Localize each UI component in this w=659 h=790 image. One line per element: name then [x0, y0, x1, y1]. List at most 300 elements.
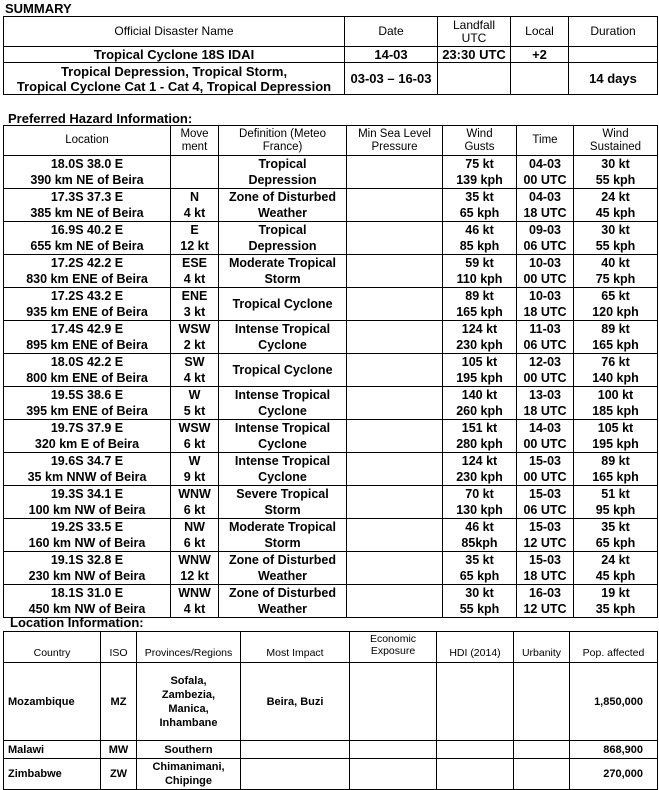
gusts-cell: [443, 156, 517, 189]
province-item: Inhambane: [159, 716, 218, 729]
location-row: [4, 663, 658, 741]
movement-cell-line: W: [188, 454, 201, 468]
hazard-row: [4, 222, 658, 255]
disaster-date: 14-03: [345, 47, 438, 63]
sustained-cell: [574, 420, 658, 453]
movement-cell: [171, 288, 219, 321]
movement-cell-line: ENE: [181, 289, 208, 303]
header-time: Time: [517, 126, 574, 156]
gusts-cell-line: 130 kph: [456, 503, 503, 517]
gusts-cell-line: 70 kt: [465, 487, 494, 501]
pressure-cell: [347, 387, 443, 420]
time-cell-line: 12 UTC: [523, 536, 567, 550]
movement-cell-line: 5 kt: [183, 404, 206, 418]
header-pressure: Min Sea Level Pressure: [347, 126, 443, 156]
time-cell-line: 18 UTC: [523, 206, 567, 220]
sustained-cell-line: 55 kph: [595, 239, 636, 253]
gusts-cell-line: 89 kt: [465, 289, 494, 303]
location-cell-line: 19.2S 33.5 E: [50, 520, 124, 534]
definition-cell-line: Tropical Cyclone: [232, 297, 333, 311]
movement-cell-line: WSW: [178, 421, 211, 435]
local-offset: +2: [511, 47, 569, 63]
movement-cell-line: WNW: [178, 553, 211, 567]
hazard-row: [4, 420, 658, 453]
location-cell-line: 17.3S 37.3 E: [50, 190, 124, 204]
hazard-row: [4, 519, 658, 552]
sustained-cell-line: 35 kt: [601, 520, 630, 534]
location-cell-line: 390 km NE of Beira: [30, 173, 144, 187]
gusts-cell-line: 260 kph: [456, 404, 503, 418]
header-most-impact: Most Impact: [241, 632, 350, 663]
duration-value: [569, 47, 658, 63]
definition-cell-line: Cyclone: [258, 338, 307, 352]
landfall-time: 23:30 UTC: [438, 47, 511, 63]
gusts-cell-line: 65 kph: [459, 206, 500, 220]
gusts-cell-line: 139 kph: [456, 173, 503, 187]
time-cell: [517, 255, 574, 288]
location-cell-line: 17.2S 43.2 E: [50, 289, 124, 303]
location-cell-line: 19.1S 32.8 E: [50, 553, 124, 567]
sustained-cell-line: 195 kph: [592, 437, 639, 451]
sustained-cell: [574, 387, 658, 420]
time-cell-line: 11-03: [529, 322, 561, 336]
sustained-cell-line: 45 kph: [595, 569, 636, 583]
header-movement: Move ment: [171, 126, 219, 156]
definition-cell: [219, 156, 347, 189]
sustained-cell: [574, 486, 658, 519]
movement-cell: [171, 519, 219, 552]
gusts-cell-line: 230 kph: [456, 338, 503, 352]
time-cell-line: 00 UTC: [523, 173, 567, 187]
location-cell-line: 160 km NW of Beira: [28, 536, 146, 550]
definition-cell-line: Weather: [257, 569, 308, 583]
header-duration: Duration: [569, 17, 658, 47]
pressure-cell: [347, 189, 443, 222]
location-cell-line: 385 km NE of Beira: [30, 206, 144, 220]
sustained-cell-line: 65 kph: [595, 536, 636, 550]
movement-cell-line: 6 kt: [183, 503, 206, 517]
time-cell: [517, 222, 574, 255]
definition-cell-line: Depression: [248, 173, 317, 187]
definition-cell: [219, 189, 347, 222]
time-cell-line: 10-03: [529, 289, 561, 303]
time-cell-line: 15-03: [529, 454, 561, 468]
location-cell: [4, 552, 171, 585]
pressure-cell: [347, 519, 443, 552]
phases-line: Tropical Cyclone Cat 1 - Cat 4, Tropical Depression: [16, 78, 332, 94]
gusts-cell: [443, 222, 517, 255]
header-hdi: HDI (2014): [437, 632, 514, 663]
movement-cell-line: WSW: [178, 322, 211, 336]
header-sustained: Wind Sustained: [574, 126, 658, 156]
sustained-cell-line: 75 kph: [595, 272, 636, 286]
location-cell-line: 450 km NW of Beira: [28, 602, 146, 616]
iso-cell: MZ: [101, 663, 137, 741]
movement-cell-line: 12 kt: [180, 569, 209, 583]
gusts-cell: [443, 189, 517, 222]
gusts-cell: [443, 552, 517, 585]
definition-cell-line: Tropical: [258, 223, 307, 237]
time-cell-line: 06 UTC: [523, 503, 567, 517]
sustained-cell: [574, 156, 658, 189]
date-range: 03-03 – 16-03: [345, 63, 438, 95]
sustained-cell-line: 24 kt: [601, 553, 630, 567]
definition-cell-line: Cyclone: [258, 437, 307, 451]
movement-cell-line: 4 kt: [183, 371, 206, 385]
country-cell: Mozambique: [4, 663, 101, 741]
time-cell-line: 18 UTC: [523, 404, 567, 418]
definition-cell-line: Storm: [264, 503, 301, 517]
disaster-name: Tropical Cyclone 18S IDAI: [4, 47, 345, 63]
movement-cell-line: 4 kt: [183, 206, 206, 220]
time-cell-line: 12 UTC: [523, 602, 567, 616]
hazard-row: [4, 552, 658, 585]
location-cell: [4, 189, 171, 222]
pressure-cell: [347, 486, 443, 519]
sustained-cell-line: 89 kt: [601, 454, 630, 468]
time-cell: [517, 354, 574, 387]
definition-cell: [219, 420, 347, 453]
location-cell-line: 17.4S 42.9 E: [50, 322, 124, 336]
gusts-cell-line: 124 kt: [461, 322, 498, 336]
time-cell: [517, 519, 574, 552]
hazard-table: [3, 125, 658, 618]
time-cell: [517, 585, 574, 618]
header-gusts: Wind Gusts: [443, 126, 517, 156]
time-cell-line: 14-03: [529, 421, 561, 435]
definition-cell: [219, 552, 347, 585]
gusts-cell-line: 75 kt: [465, 157, 494, 171]
movement-cell-line: E: [190, 223, 199, 237]
sustained-cell-line: 35 kph: [595, 602, 636, 616]
urbanity-cell: [514, 759, 570, 790]
exposure-cell: [350, 741, 437, 759]
movement-cell-line: WNW: [178, 586, 211, 600]
gusts-cell: [443, 453, 517, 486]
definition-cell-line: Moderate Tropical: [229, 520, 336, 534]
gusts-cell-line: 124 kt: [461, 454, 498, 468]
movement-cell: [171, 354, 219, 387]
movement-cell-line: 6 kt: [183, 536, 206, 550]
header-date: Date: [345, 17, 438, 47]
definition-cell-line: Intense Tropical: [234, 421, 331, 435]
time-cell: [517, 321, 574, 354]
pressure-cell: [347, 156, 443, 189]
definition-cell-line: Tropical Cyclone: [232, 363, 333, 377]
location-cell: [4, 288, 171, 321]
location-cell: [4, 321, 171, 354]
location-cell: [4, 354, 171, 387]
header-local: Local: [511, 17, 569, 47]
sustained-cell-line: 105 kt: [597, 421, 634, 435]
sustained-cell: [574, 288, 658, 321]
movement-cell: [171, 420, 219, 453]
location-table: [3, 631, 658, 790]
time-cell: [517, 420, 574, 453]
time-cell: [517, 156, 574, 189]
pressure-cell: [347, 585, 443, 618]
gusts-cell: [443, 486, 517, 519]
sustained-cell: [574, 321, 658, 354]
pressure-cell: [347, 354, 443, 387]
location-cell-line: 18.0S 38.0 E: [50, 157, 124, 171]
definition-cell-line: Cyclone: [258, 404, 307, 418]
gusts-cell: [443, 585, 517, 618]
time-cell: [517, 552, 574, 585]
movement-cell-line: N: [189, 190, 200, 204]
location-cell-line: 320 km E of Beira: [34, 437, 140, 451]
movement-cell-line: WNW: [178, 487, 211, 501]
exposure-cell: [350, 663, 437, 741]
definition-cell: [219, 288, 347, 321]
location-cell-line: 19.5S 38.6 E: [50, 388, 124, 402]
time-cell-line: 00 UTC: [523, 371, 567, 385]
location-cell-line: 230 km NW of Beira: [28, 569, 146, 583]
time-cell-line: 00 UTC: [523, 272, 567, 286]
local-empty: [511, 63, 569, 95]
movement-cell-line: 2 kt: [183, 338, 206, 352]
location-cell-line: 830 km ENE of Beira: [26, 272, 148, 286]
pressure-cell: [347, 552, 443, 585]
header-definition: Definition (Meteo France): [219, 126, 347, 156]
movement-cell-line: NW: [184, 520, 205, 534]
pop-affected-cell: 1,850,000: [570, 663, 658, 741]
definition-cell-line: Intense Tropical: [234, 388, 331, 402]
movement-cell-line: SW: [184, 355, 205, 369]
gusts-cell-line: 35 kt: [465, 190, 494, 204]
definition-cell-line: Weather: [257, 602, 308, 616]
definition-cell: [219, 255, 347, 288]
movement-cell: [171, 321, 219, 354]
definition-cell-line: Moderate Tropical: [229, 256, 336, 270]
sustained-cell-line: 45 kph: [595, 206, 636, 220]
movement-cell-line: 4 kt: [183, 602, 206, 616]
gusts-cell-line: 59 kt: [465, 256, 494, 270]
sustained-cell-line: 24 kt: [601, 190, 630, 204]
time-cell-line: 04-03: [529, 157, 561, 171]
hazard-row: [4, 255, 658, 288]
phases-line: Tropical Depression, Tropical Storm,: [60, 63, 288, 79]
definition-cell-line: Storm: [264, 536, 301, 550]
time-cell: [517, 288, 574, 321]
definition-cell-line: Severe Tropical: [236, 487, 329, 501]
definition-cell: [219, 387, 347, 420]
sustained-cell-line: 76 kt: [601, 355, 630, 369]
sustained-cell: [574, 552, 658, 585]
sustained-cell-line: 30 kt: [601, 223, 630, 237]
sustained-cell: [574, 222, 658, 255]
time-cell: [517, 453, 574, 486]
location-cell-line: 19.6S 34.7 E: [50, 454, 124, 468]
sustained-cell-line: 100 kt: [597, 388, 634, 402]
movement-cell-line: 3 kt: [183, 305, 206, 319]
summary-row: [4, 63, 658, 95]
location-cell-line: 655 km NE of Beira: [30, 239, 144, 253]
urbanity-cell: [514, 663, 570, 741]
sustained-cell-line: 51 kt: [601, 487, 630, 501]
movement-cell: [171, 453, 219, 486]
summary-row: [4, 47, 658, 63]
province-item: Sofala,: [170, 674, 207, 687]
pressure-cell: [347, 420, 443, 453]
location-cell-line: 895 km ENE of Beira: [26, 338, 148, 352]
header-economic-exposure: Economic Exposure: [350, 632, 437, 663]
location-cell: [4, 156, 171, 189]
sustained-cell-line: 89 kt: [601, 322, 630, 336]
gusts-cell-line: 30 kt: [465, 586, 494, 600]
gusts-cell-line: 280 kph: [456, 437, 503, 451]
gusts-cell-line: 46 kt: [465, 520, 494, 534]
sustained-cell: [574, 519, 658, 552]
location-cell-line: 19.3S 34.1 E: [50, 487, 124, 501]
landfall-empty: [438, 63, 511, 95]
header-pop-affected: Pop. affected: [570, 632, 658, 663]
movement-cell-line: W: [188, 388, 201, 402]
definition-cell-line: Zone of Disturbed: [229, 586, 336, 600]
province-item: Chimanimani,: [152, 761, 225, 773]
location-cell-line: 395 km ENE of Beira: [26, 404, 148, 418]
location-cell: [4, 420, 171, 453]
pressure-cell: [347, 288, 443, 321]
definition-cell-line: Intense Tropical: [234, 454, 331, 468]
pressure-cell: [347, 222, 443, 255]
location-cell: [4, 453, 171, 486]
movement-cell: [171, 585, 219, 618]
sustained-cell-line: 40 kt: [601, 256, 630, 270]
gusts-cell-line: 140 kt: [461, 388, 498, 402]
movement-cell-line: ESE: [181, 256, 207, 270]
provinces-cell: [137, 741, 241, 759]
movement-cell-line: 9 kt: [183, 470, 206, 484]
header-official-name: Official Disaster Name: [4, 17, 345, 47]
location-cell-line: 100 km NW of Beira: [28, 503, 146, 517]
movement-cell-line: 6 kt: [183, 437, 206, 451]
time-cell-line: 09-03: [529, 223, 561, 237]
gusts-cell: [443, 321, 517, 354]
hazard-row: [4, 585, 658, 618]
sustained-cell-line: 120 kph: [592, 305, 639, 319]
time-cell-line: 04-03: [529, 190, 561, 204]
location-cell-line: 35 km NNW of Beira: [27, 470, 147, 484]
location-cell: [4, 585, 171, 618]
location-cell: [4, 486, 171, 519]
header-location: Location: [4, 126, 171, 156]
hdi-cell: [437, 663, 514, 741]
time-cell-line: 13-03: [529, 388, 561, 402]
sustained-cell-line: 30 kt: [601, 157, 630, 171]
gusts-cell: [443, 387, 517, 420]
time-cell-line: 15-03: [529, 520, 561, 534]
header-urbanity: Urbanity: [514, 632, 570, 663]
sustained-cell-line: 165 kph: [592, 338, 639, 352]
sustained-cell: [574, 585, 658, 618]
time-cell-line: 00 UTC: [523, 437, 567, 451]
sustained-cell-line: 185 kph: [592, 404, 639, 418]
phases-cell: [4, 63, 345, 95]
gusts-cell-line: 35 kt: [465, 553, 494, 567]
time-cell: [517, 486, 574, 519]
gusts-cell: [443, 288, 517, 321]
summary-title: SUMMARY: [5, 1, 72, 16]
sustained-cell-line: 95 kph: [595, 503, 636, 517]
location-cell: [4, 387, 171, 420]
time-cell: [517, 189, 574, 222]
gusts-cell: [443, 354, 517, 387]
definition-cell: [219, 222, 347, 255]
time-cell-line: 06 UTC: [523, 239, 567, 253]
location-cell-line: 935 km ENE of Beira: [26, 305, 148, 319]
hdi-cell: [437, 741, 514, 759]
definition-cell-line: Zone of Disturbed: [229, 190, 336, 204]
location-cell-line: 17.2S 42.2 E: [50, 256, 124, 270]
most-impact-cell: Beira, Buzi: [241, 663, 350, 741]
definition-cell-line: Depression: [248, 239, 317, 253]
gusts-cell-line: 151 kt: [461, 421, 498, 435]
urbanity-cell: [514, 741, 570, 759]
gusts-cell: [443, 420, 517, 453]
hazard-row: [4, 321, 658, 354]
exposure-cell: [350, 759, 437, 790]
hazard-row: [4, 156, 658, 189]
hazard-row: [4, 486, 658, 519]
location-cell-line: 18.0S 42.2 E: [50, 355, 124, 369]
time-cell-line: 16-03: [529, 586, 561, 600]
sustained-cell: [574, 453, 658, 486]
time-cell-line: 18 UTC: [523, 569, 567, 583]
header-country: Country: [4, 632, 101, 663]
hazard-row: [4, 354, 658, 387]
movement-cell-line: 4 kt: [183, 272, 206, 286]
location-row: [4, 741, 658, 759]
time-cell-line: 12-03: [529, 355, 561, 369]
country-cell: Malawi: [4, 741, 101, 759]
time-cell-line: 06 UTC: [523, 338, 567, 352]
gusts-cell-line: 85 kph: [459, 239, 500, 253]
definition-cell-line: Storm: [264, 272, 301, 286]
gusts-cell-line: 230 kph: [456, 470, 503, 484]
header-provinces: Provinces/Regions: [137, 632, 241, 663]
province-item: Manica,: [168, 702, 209, 715]
gusts-cell-line: 55 kph: [459, 602, 500, 616]
hdi-cell: [437, 759, 514, 790]
location-cell: [4, 255, 171, 288]
hazard-row: [4, 189, 658, 222]
definition-cell: [219, 486, 347, 519]
iso-cell: MW: [101, 741, 137, 759]
province-item: Zambezia,: [161, 688, 216, 701]
iso-cell: ZW: [101, 759, 137, 790]
time-cell-line: 15-03: [529, 553, 561, 567]
country-cell: Zimbabwe: [4, 759, 101, 790]
movement-cell: [171, 255, 219, 288]
definition-cell-line: Tropical: [258, 157, 307, 171]
location-title: Location Information:: [10, 615, 144, 630]
definition-cell: [219, 321, 347, 354]
sustained-cell-line: 165 kph: [592, 470, 639, 484]
most-impact-cell: [241, 759, 350, 790]
definition-cell-line: Intense Tropical: [234, 322, 331, 336]
pressure-cell: [347, 321, 443, 354]
definition-cell: [219, 453, 347, 486]
sustained-cell-line: 65 kt: [601, 289, 630, 303]
gusts-cell-line: 105 kt: [461, 355, 498, 369]
gusts-cell-line: 195 kph: [456, 371, 503, 385]
location-cell-line: 19.7S 37.9 E: [50, 421, 124, 435]
time-cell: [517, 387, 574, 420]
header-iso: ISO: [101, 632, 137, 663]
location-cell-line: 16.9S 40.2 E: [50, 223, 124, 237]
movement-cell-line: 12 kt: [180, 239, 209, 253]
